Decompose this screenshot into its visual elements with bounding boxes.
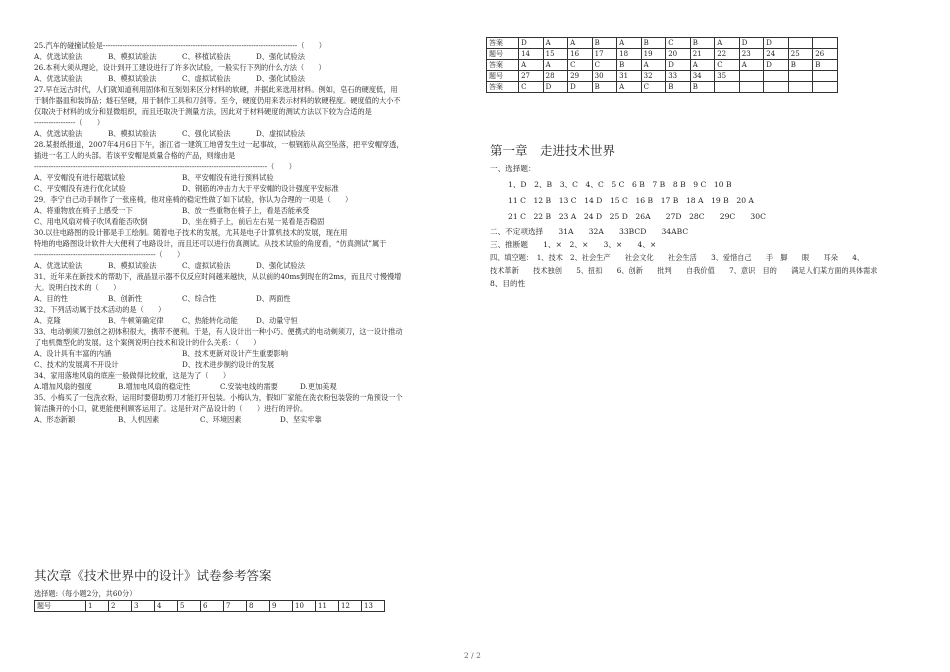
answer-table-cell: A — [543, 60, 568, 71]
chapter2-answer-table — [34, 600, 385, 612]
answer-table-cell: C — [519, 82, 544, 93]
q30-option-d: D、强化试验法 — [256, 261, 305, 270]
answer-table-cell: 28 — [543, 71, 568, 82]
q26-option-d: D、强化试验法 — [256, 74, 305, 83]
answer-table-cell — [739, 71, 764, 82]
answer-table-cell — [788, 82, 813, 93]
chapter2-answer-table-cell: 3 — [132, 601, 155, 612]
answer-table-cell: 32 — [641, 71, 666, 82]
q25-option-d: D、强化试验法 — [256, 52, 305, 61]
q30-text-2: 特地的电路图设计软件大大便利了电路设计，而且还可以进行仿真测试。从技术试验的角度看，“仿真测试”属于 — [34, 239, 387, 248]
q32-option-c: C、热能转化动能 — [182, 316, 238, 325]
answer-table-cell: B — [690, 82, 715, 93]
answer-table-cell: A — [617, 82, 642, 93]
chapter2-answer-table-cell: 5 — [178, 601, 201, 612]
answer-table-cell: B — [641, 38, 666, 49]
q35-option-c: C、环境因素 — [200, 415, 242, 424]
q34-option-a: A.增加风扇的强度 — [34, 382, 92, 391]
answer-table-cell: D — [764, 38, 789, 49]
q32-option-d: D、动量守恒 — [256, 316, 298, 325]
answer-table-cell: 答案 — [487, 38, 519, 49]
q29-option-b: B、放一些重物在椅子上，看是否能承受 — [182, 206, 310, 215]
answer-table-cell: D — [568, 82, 593, 93]
chapter2-answer-table-row — [35, 601, 385, 612]
q32-option-a: A、克隆 — [34, 316, 61, 325]
page-number: 2 / 2 — [464, 651, 481, 660]
answer-table-cell: 33 — [666, 71, 691, 82]
answer-table-cell: A — [641, 60, 666, 71]
answer-table-cell: B — [592, 38, 617, 49]
answer-table-cell: A — [715, 38, 740, 49]
q32-option-b: B、牛顿第确定律 — [108, 316, 164, 325]
q26-text: 26.本利大须从理论，设计到开工建设进行了许多次试验，一般实行下列的什么方法（ ） — [34, 63, 326, 72]
answer-table-cell: 26 — [813, 49, 838, 60]
answer-table-cell — [739, 82, 764, 93]
answer-table-cell: B — [788, 60, 813, 71]
answer-table-cell: D — [519, 38, 544, 49]
answer-table-cell: 19 — [641, 49, 666, 60]
chapter2-answer-table-cell: 13 — [362, 601, 385, 612]
q33-option-b: B、技术更新对设计产生重要影响 — [182, 349, 288, 358]
q35-text-2: 简洁撕开的小口，就更能便利顾客运用了。这是针对产品设计的（ ）进行的评价。 — [34, 404, 308, 413]
answer-table-cell: B — [592, 82, 617, 93]
q35-option-a: A、形态新颖 — [34, 415, 76, 424]
answer-table-row — [487, 71, 838, 82]
q27-text-1: 27.早在远古时代，人们就知道利用固体和互刻划来区分材料的软硬，并据此来选用材料。例如，皂石的硬度低，用 — [34, 85, 398, 94]
q31-option-a: A、目的性 — [34, 294, 68, 303]
answer-table-cell — [788, 38, 813, 49]
q27-option-c: C、强化试验法 — [182, 129, 231, 138]
answer-table-cell: B — [666, 82, 691, 93]
q33-text-2: 了电机微型化的发展。这个案例说明白技术和设计的什么关系：（ ） — [34, 338, 261, 347]
q29-option-d: D、坐在椅子上，前后左右晃一晃看是否稳固 — [182, 217, 325, 226]
q28-text-2: 插进一名工人的头部。若该平安帽是质量合格的产品，则缘由是 — [34, 151, 236, 160]
q30-option-b: B、模拟试验法 — [108, 261, 157, 270]
answer-table-cell: 34 — [690, 71, 715, 82]
q27-text-3: 仅取决于材料的成分和显微组织，而且还取决于测量方法，因此对于材料硬度的测试方法以下较为合适的是 — [34, 107, 372, 116]
q31-text-1: 31、近年来在新技术的帮助下，液晶显示器不仅反应时间越来越快，从以前的40ms到现在的2ms，而且尺寸慢慢增 — [34, 272, 402, 281]
answer-table-cell: 31 — [617, 71, 642, 82]
q27-option-a: A、优选试验法 — [34, 129, 83, 138]
answer-table-cell: B — [690, 38, 715, 49]
answer-table-cell: B — [617, 60, 642, 71]
q31-option-d: D、两面性 — [256, 294, 291, 303]
answer-table — [486, 37, 838, 93]
q30-text-1: 30.以往电路图的设计都是手工绘制。随着电子技术的发展，尤其是电子计算机技术的发展，现在用 — [34, 228, 348, 237]
q32-text: 32、下列活动属于技术活动的是（ ） — [34, 305, 166, 314]
answer-table-cell — [813, 71, 838, 82]
answer-table-cell — [715, 82, 740, 93]
q31-option-c: C、综合性 — [182, 294, 217, 303]
answer-table-cell: 答案 — [487, 82, 519, 93]
chapter2-answer-table-cell: 11 — [316, 601, 339, 612]
chapter2-answer-table-cell: 7 — [224, 601, 247, 612]
answer-table-cell: 30 — [592, 71, 617, 82]
answer-table-cell: A — [739, 60, 764, 71]
fill-blank-answers-2: 技术革新 技术独创 5、扭扣 6、创新 批判 自我价值 7、意识 目的 满足人们某方面的具体需求 — [490, 266, 878, 275]
answer-table-cell: A — [617, 38, 642, 49]
q34-text: 34、家用落地风扇的底座一般做得比较重，这是为了（ ） — [34, 371, 231, 380]
q30-option-c: C、虚拟试验法 — [182, 261, 231, 270]
answer-table-cell: 25 — [788, 49, 813, 60]
answer-table-cell: D — [543, 82, 568, 93]
q29-text: 29．李宁自己动手制作了一张座椅，他对座椅的稳定性做了如下试验，你认为合理的一项是（ ） — [34, 195, 353, 204]
chapter2-choice-subtitle: 选择题:（每小题2分，共60分） — [34, 589, 137, 598]
chapter2-answer-table-cell: 1 — [86, 601, 109, 612]
answer-table-cell: 16 — [568, 49, 593, 60]
answer-table-cell: 17 — [592, 49, 617, 60]
answer-table-cell: 题号 — [487, 49, 519, 60]
answer-table-cell: C — [592, 60, 617, 71]
q35-option-d: D、坚实牢靠 — [280, 415, 322, 424]
chapter-title: 第一章 走进技术世界 — [490, 143, 616, 158]
answer-table-cell: 23 — [739, 49, 764, 60]
answer-table-cell: 24 — [764, 49, 789, 60]
q31-text-2: 大。说明白技术的（ ） — [34, 283, 121, 292]
q27-option-d: D、虚拟试验法 — [256, 129, 305, 138]
section-choice-heading: 一、选择题： — [490, 164, 536, 173]
q28-text-1: 28.某报纸报道，2007年4月6日下午，浙江省一建筑工地曾发生过一起事故，一根钢筋从高空坠落，把平安帽穿透， — [34, 140, 404, 149]
answer-table-cell: C — [715, 60, 740, 71]
q27-text-4: -----------------（ ） — [34, 118, 105, 127]
chapter2-answer-table-cell: 4 — [155, 601, 178, 612]
answer-table-cell: 18 — [617, 49, 642, 60]
q34-option-c: C.安装电线的需要 — [220, 382, 278, 391]
chapter2-answer-table-cell: 2 — [109, 601, 132, 612]
answer-table-cell — [788, 71, 813, 82]
q27-option-b: B、模拟试验法 — [108, 129, 157, 138]
q26-option-a: A、优选试验法 — [34, 74, 83, 83]
chapter2-answer-title: 其次章《技术世界中的设计》试卷参考答案 — [34, 568, 272, 583]
q25-text: 25.汽车的碰撞试验是--------------------------------------------------------------------------------（ ） — [34, 41, 326, 50]
answer-table-cell: A — [519, 60, 544, 71]
answer-table-row — [487, 38, 838, 49]
answer-table-row — [487, 82, 838, 93]
answer-table-cell — [813, 38, 838, 49]
answer-table-cell: 15 — [543, 49, 568, 60]
q28-option-b: B、平安帽没有进行预料试验 — [182, 173, 274, 182]
answer-table-cell: 35 — [715, 71, 740, 82]
answer-table-cell: B — [813, 60, 838, 71]
q25-option-a: A、优选试验法 — [34, 52, 83, 61]
q29-option-c: C、用电风扇对椅子吹风看能否吹倒 — [34, 217, 148, 226]
choice-answers-row-2: 11 C 12 B 13 C 14 D 15 C 16 B 17 B 18 A 19 B 20 A — [508, 196, 754, 205]
q33-text-1: 33、电动剃须刀独创之初体积很大，携带不便利。于是，有人设计出一种小巧、便携式的电动剃须刀，这一设计推动 — [34, 327, 403, 336]
chapter2-answer-table-cell: 8 — [247, 601, 270, 612]
answer-table-row — [487, 49, 838, 60]
answer-table-cell: 答案 — [487, 60, 519, 71]
answer-table-cell: C — [568, 60, 593, 71]
q34-option-d: D.更加美观 — [300, 382, 337, 391]
q27-text-2: 于制作器皿和装饰品；燧石坚硬，用于制作工具和刀剑等。至今，硬度仍用来表示材料的软硬程度。硬度值的大小不 — [34, 96, 401, 105]
q34-option-b: B.增加电风扇的稳定性 — [118, 382, 191, 391]
q30-option-a: A、优选试验法 — [34, 261, 83, 270]
q29-option-a: A、将重物放在椅子上感受一下 — [34, 206, 133, 215]
chapter2-answer-table-cell: 12 — [339, 601, 362, 612]
answer-table-row — [487, 60, 838, 71]
answer-table-cell — [764, 71, 789, 82]
q33-option-a: A、设计具有丰富的内涵 — [34, 349, 112, 358]
answer-table-cell: D — [764, 60, 789, 71]
q28-option-a: A、平安帽没有进行超载试验 — [34, 173, 126, 182]
q33-option-c: C、技术的发展离不开设计 — [34, 360, 119, 369]
answer-table-cell: D — [666, 60, 691, 71]
answer-table-cell: 22 — [715, 49, 740, 60]
q26-option-c: C、虚拟试验法 — [182, 74, 231, 83]
q26-option-b: B、模拟试验法 — [108, 74, 157, 83]
answer-table-cell: A — [690, 60, 715, 71]
q28-text-3: ------------------------------------------------------------------------------------------------（ ） — [34, 162, 296, 171]
q25-option-c: C、移植试验法 — [182, 52, 231, 61]
answer-table-cell — [764, 82, 789, 93]
answer-table-cell: C — [666, 38, 691, 49]
answer-table-cell: C — [641, 82, 666, 93]
answer-table-cell: A — [543, 38, 568, 49]
chapter2-answer-table-cell: 10 — [293, 601, 316, 612]
q25-option-b: B、模拟试验法 — [108, 52, 157, 61]
q31-option-b: B、创新性 — [108, 294, 143, 303]
answer-table-cell: A — [568, 38, 593, 49]
answer-table-cell: 27 — [519, 71, 544, 82]
multi-choice-answers: 二、不定项选择 31A 32A 33BCD 34ABC — [490, 227, 689, 236]
answer-table-cell — [813, 82, 838, 93]
q35-text-1: 35、小梅买了一包洗衣粉，运用时要借助剪刀才能打开包装。小梅认为，假如厂家能在洗衣粉包装袋的一角预设一个 — [34, 393, 403, 402]
choice-answers-row-3: 21 C 22 B 23 A 24 D 25 D 26A 27D 28C 29C 30C — [508, 212, 766, 221]
choice-answers-row-1: 1、D 2、B 3、C 4、C 5 C 6 B 7 B 8 B 9 C 10 B — [508, 180, 732, 189]
fill-blank-answers-1: 四、填空题： 1、技术 2、社会生产 社会文化 社会生活 3、爱惜自己 手 脚 眼 耳朵 4、 — [490, 253, 865, 262]
chapter2-answer-table-cell: 9 — [270, 601, 293, 612]
answer-table-cell: 题号 — [487, 71, 519, 82]
judgment-answers: 三、推断题 1、× 2、× 3、× 4、× — [490, 240, 657, 249]
q30-text-3: --------------------------------------------------（ ） — [34, 250, 185, 259]
q35-option-b: B、人机因素 — [118, 415, 160, 424]
fill-blank-answers-3: 8、目的性 — [490, 279, 526, 288]
chapter2-answer-table-cell: 6 — [201, 601, 224, 612]
answer-table-cell: 21 — [690, 49, 715, 60]
answer-table-cell: 14 — [519, 49, 544, 60]
chapter2-answer-table-cell: 题号 — [35, 601, 86, 612]
q28-option-c: C、平安帽没有进行优化试验 — [34, 184, 126, 193]
q33-option-d: D、技术进步制约设计的发展 — [182, 360, 275, 369]
answer-table-cell: D — [739, 38, 764, 49]
q28-option-d: D、钢筋的冲击力大于平安帽的设计强度平安标准 — [182, 184, 339, 193]
answer-table-cell: 29 — [568, 71, 593, 82]
answer-table-cell: 20 — [666, 49, 691, 60]
